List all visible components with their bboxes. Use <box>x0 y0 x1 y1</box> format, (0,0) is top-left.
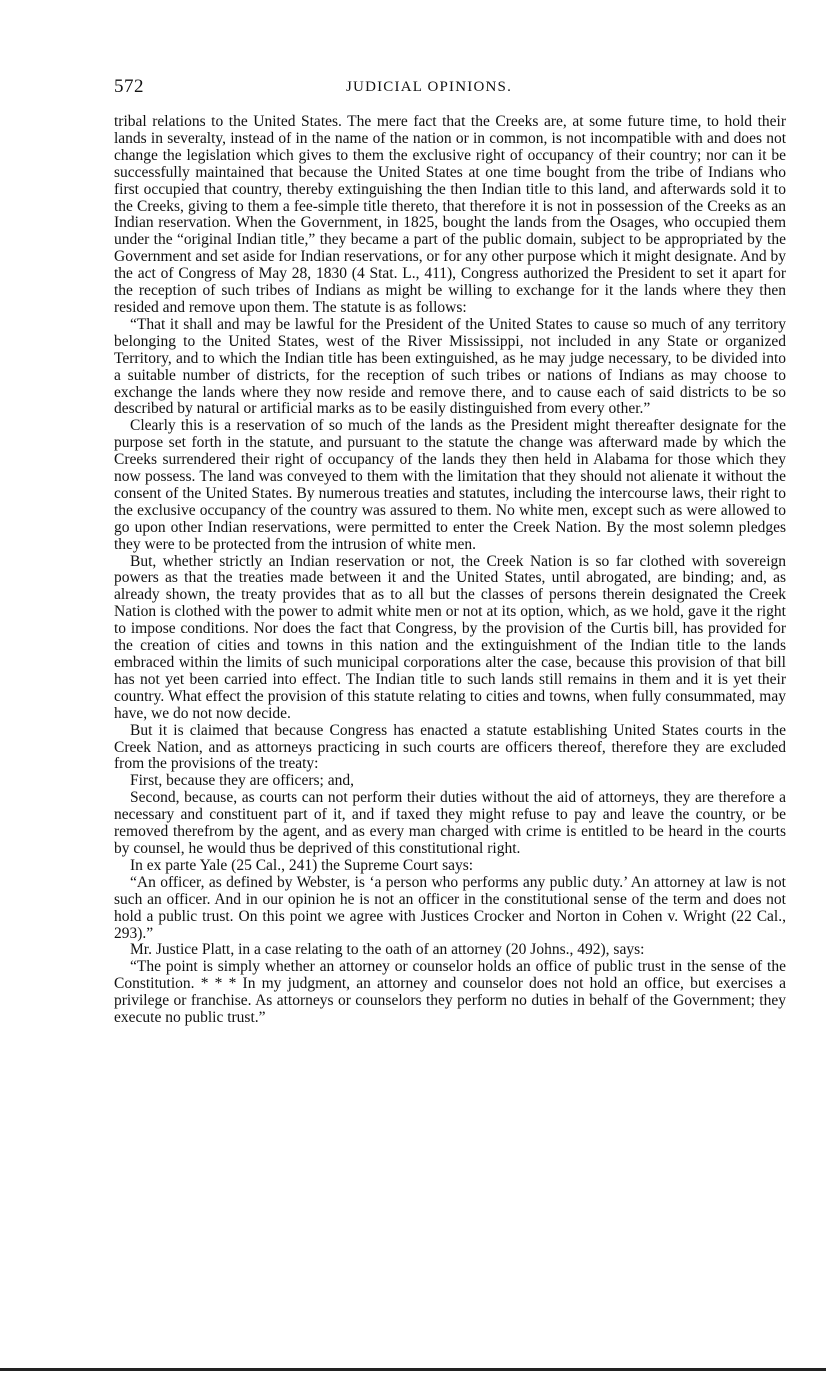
quote-platt: “The point is simply whether an attorney or counselor holds an office of public trust in the sense of the Constitution. * * * In my judgment, an attorney and counselor does not hold an office, but exercises a privilege or franchise. As attorneys or counselors they perform no duties in behalf of the Government; they execute no public trust.” <box>114 958 786 1027</box>
running-head: JUDICIAL OPINIONS. <box>346 79 513 95</box>
paragraph-first: First, because they are officers; and, <box>130 772 354 790</box>
statute-quote: “That it shall and may be lawful for the President of the United States to cause so much of any territory belonging to the United States, west of the River Mississippi, not included in any State or organized Territory, and to which the Indian title has been extinguished, as he may judge necessary, to be divided into a suitable number of districts, for the reception of such tribes or nations of Indians as may choose to exchange the lands where they now reside and remove there, and to cause each of said districts to be so described by natural or artificial marks as to be easily distinguished from every other.” <box>114 315 786 418</box>
paragraph-reservation: Clearly this is a reservation of so much of the lands as the President might thereafter designate for the purpose set forth in the statute, and pursuant to the statute the change was afterward made by which the Creeks surrendered their right of occupancy of the lands they then held in Alabama for those which they now possess. The land was conveyed to them with the limitation that they should not alienate it without the consent of the United States. By numerous treaties and statutes, including the intercourse laws, their right to the exclusive occupancy of the country was assured to them. No white men, except such as were allowed to go upon other Indian reservations, were permitted to enter the Creek Nation. By the most solemn pledges they were to be protected from the intrusion of white men. <box>114 417 786 553</box>
page-number: 572 <box>114 76 144 97</box>
paragraph-ex-parte-yale: In ex parte Yale (25 Cal., 241) the Supreme Court says: <box>130 856 474 874</box>
page-header <box>114 76 786 100</box>
bottom-border <box>0 1368 826 1371</box>
paragraph-justice-platt: Mr. Justice Platt, in a case relating to the oath of an attorney (20 Johns., 492), says: <box>130 941 645 959</box>
body-text <box>114 114 786 1027</box>
paragraph-claim: But it is claimed that because Congress has enacted a statute establishing United States courts in the Creek Nation, and as attorneys practicing in such courts are officers thereof, therefore they are excluded from the provisions of the treaty: <box>114 721 786 773</box>
paragraph-second: Second, because, as courts can not perform their duties without the aid of attorneys, they are therefore a necessary and constituent part of it, and if taxed they might refuse to pay and leave the country, or be removed therefrom by the agent, and as every man charged with crime is entitled to be heard in the courts by counsel, he would thus be deprived of this constitutional right. <box>114 789 786 857</box>
quote-webster: “An officer, as defined by Webster, is ‘a person who performs any public duty.’ An attorney at law is not such an officer. And in our opinion he is not an officer in the constitutional sense of the term and does not hold a public trust. On this point we agree with Justices Crocker and Norton in Cohen v. Wright (22 Cal., 293).” <box>114 873 786 942</box>
paragraph-sovereign-powers: But, whether strictly an Indian reservation or not, the Creek Nation is so far clothed with sovereign powers as that the treaties made between it and the United States, until abrogated, are binding; and, as already shown, the treaty provides that as to all but the classes of persons therein designated the Creek Nation is clothed with the power to admit white men or not at its option, which, as we hold, gave it the right to impose conditions. Nor does the fact that Congress, by the provision of the Curtis bill, has provided for the creation of cities and towns in this nation and the extinguishment of the Indian title to the lands embraced within the limits of such municipal corporations alter the case, because this provision of that bill has not yet been carried into effect. The Indian title to such lands still remains in them and it is yet their country. What effect the provision of this statute relating to cities and towns, when fully consummated, may have, we do not now decide. <box>114 552 786 722</box>
paragraph-continuation: tribal relations to the United States. The mere fact that the Creeks are, at some future time, to hold their lands in severalty, instead of in the name of the nation or in common, is not incompatible with and does not change the legislation which gives to them the exclusive right of occupancy of their country; nor can it be successfully maintained that because the United States at one time bought from the tribe of Indians who first occupied that country, thereby extinguishing the then Indian title to this land, and afterwards sold it to the Creeks, giving to them a fee-simple title thereto, that therefore it is not in possession of the Creeks as an Indian reservation. When the Government, in 1825, bought the lands from the Osages, who occupied them under the “original Indian title,” they became a part of the public domain, subject to be appropriated by the Government and set aside for Indian reservations, or for any other purpose which it might designate. And by the act of Congress of May 28, 1830 (4 Stat. L., 411), Congress authorized the President to set it apart for the reception of such tribes of Indians as might be willing to exchange for it the lands where they then resided and remove upon them. The statute is as follows: <box>114 113 786 316</box>
